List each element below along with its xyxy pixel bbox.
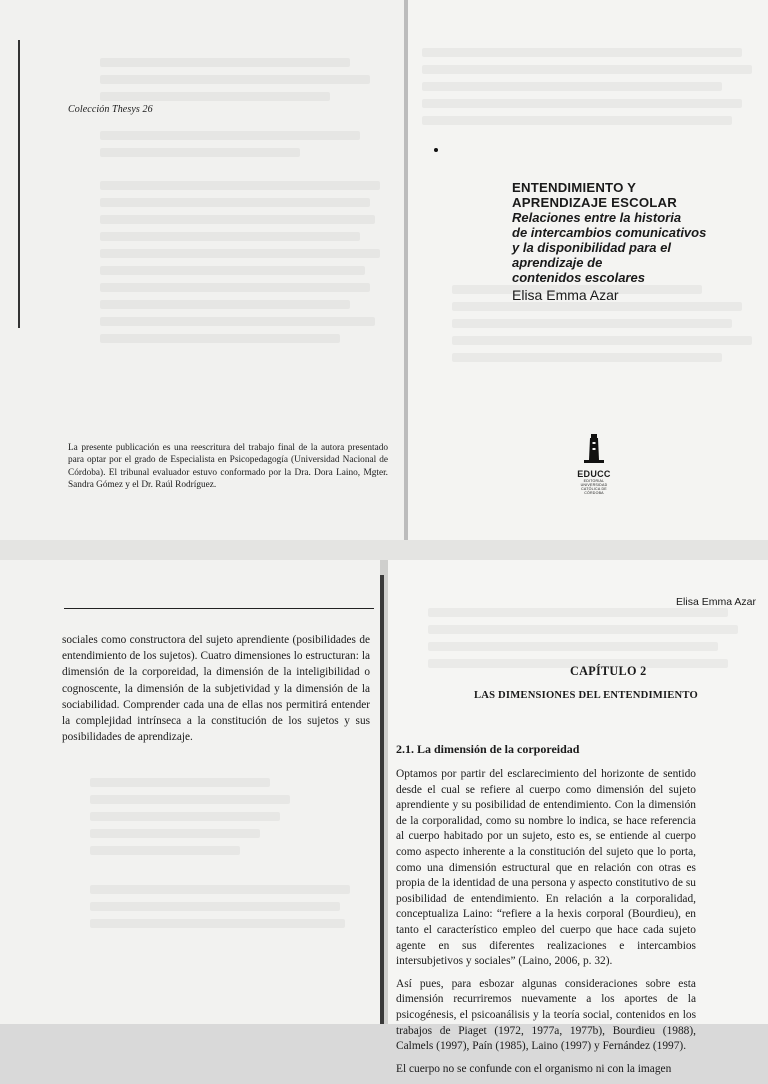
binding-shadow: [380, 575, 384, 1024]
body-text: [396, 767, 696, 1084]
publisher-logo: [574, 432, 614, 495]
bleed-through-text: [90, 770, 360, 936]
paragraph: El cuerpo no se confunde con el organismo ni con la imagen: [396, 1062, 672, 1075]
book-subtitle-line: y la disponibilidad para el: [512, 240, 671, 255]
scan-margin-line: [18, 40, 20, 328]
chapter-number: CAPÍTULO 2: [570, 664, 647, 678]
book-subtitle-line: aprendizaje de: [512, 255, 603, 270]
paragraph: Optamos por partir del esclarecimiento del horizonte de sentido desde el cual se refiere al cuerpo como dimensión del sujeto aprendiente y su posibilidad de entendimiento. Con la dimensión de la corporalidad, como su nombre lo indica, se hace referencia al cuerpo habitado por un sujeto, esto es, se entiende al cuerpo como aspecto inherente a la constitución del sujeto que lo porta, como una dimensión estructural que en relación con otras es propia de la identidad de una persona y aspecto constitutivo de su posibilidad de entendimiento. En relación a la corporalidad, conceptualiza Laino: “refiere a la hexis corporal (Bourdieu), en tanto el característico empleo del cuerpo que hace cada sujeto agente en sus diferentes realizaciones e intercambios intersubjetivos y sociales” (Laino, 2006, p. 32).: [396, 768, 696, 968]
book-subtitle-line: de intercambios comunicativos: [512, 225, 707, 240]
page-bottom-left: [0, 560, 380, 1024]
publisher-name: EDUCC: [577, 469, 611, 479]
dot-mark: [434, 148, 438, 152]
section-heading: 2.1. La dimensión de la corporeidad: [396, 742, 580, 756]
book-subtitle-line: contenidos escolares: [512, 270, 645, 285]
book-title-line-1: ENTENDIMIENTO Y: [512, 180, 637, 195]
book-title-line-2: APRENDIZAJE ESCOLAR: [512, 195, 677, 210]
collection-label: Colección Thesys 26: [68, 104, 153, 115]
book-title-block: [512, 180, 762, 304]
paragraph: sociales como constructora del sujeto aprendiente (posibilidades de entendimiento de los sujetos). Cuatro dimensiones lo estructuran: la dimensión de la corporeidad, la dimensión de la inteligibilidad o cognoscente, la dimensión de la subjetividad y la dimensión de la sociabilidad. Comprender cada una de ellas nos permitirá entender la complejidad intrínseca a la constitución de los sujetos y sus posibilidades de aprendizaje.: [62, 634, 370, 744]
bleed-through-text: [100, 50, 380, 351]
header-rule: [64, 608, 374, 609]
running-header-author: Elisa Emma Azar: [676, 596, 756, 608]
book-author: Elisa Emma Azar: [512, 287, 619, 303]
lighthouse-icon: [574, 432, 614, 464]
body-text: [62, 632, 370, 745]
publisher-subtext: EDITORIAL UNIVERSIDAD CATÓLICA DE CÓRDOBA: [580, 479, 608, 495]
page-gap: [0, 540, 768, 560]
book-subtitle-line: Relaciones entre la historia: [512, 210, 682, 225]
paragraph: Así pues, para esbozar algunas consideraciones sobre esta dimensión recurriremos nuevamente a los aportes de la psicogénesis, el psicoanálisis y la teoría social, contenidos en los trabajos de Piaget (1972, 1977a, 1977b), Bourdieu (1988), Calmels (1997), Paín (1985), Laino (1997) y Fernández (1997).: [396, 977, 696, 1053]
chapter-title: LAS DIMENSIONES DEL ENTENDIMIENTO: [474, 690, 698, 701]
page-gutter: [404, 0, 408, 540]
publication-note: La presente publicación es una reescritura del trabajo final de la autora presentado para optar por el grado de Especialista en Psicopedagogía (Universidad Nacional de Córdoba). El tribunal evaluador estuvo conformado por la Dra. Dora Laino, Mgter. Sandra Gómez y el Dr. Raúl Rodríguez.: [68, 443, 388, 491]
